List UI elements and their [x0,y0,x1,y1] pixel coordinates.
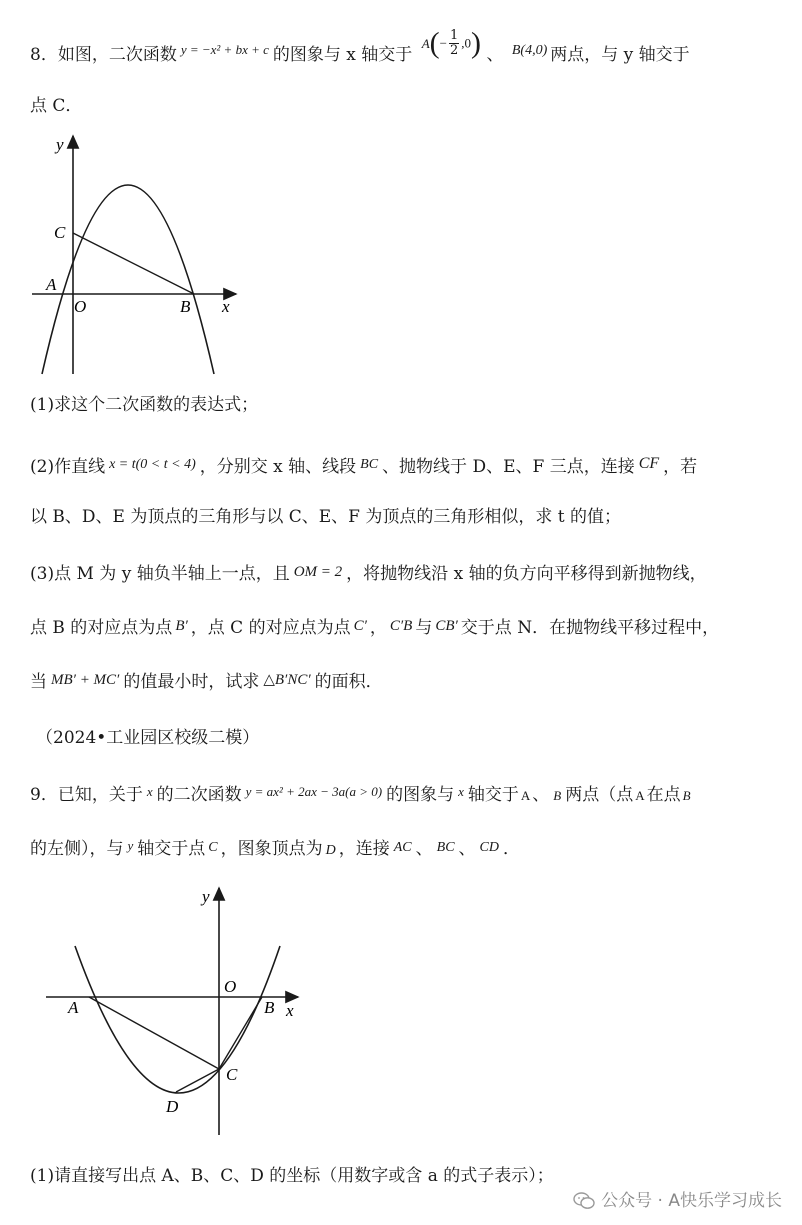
q8-point-b: B(4,0) [511,43,548,58]
q8-part-3-line-1: (3)点 M 为 y 轴负半轴上一点，且 OM = 2 ，将抛物线沿 x 轴的负方向平移得到新抛物线， [30,564,707,584]
q9-label-c: C [226,1065,238,1084]
q9-line-1: 9．已知，关于 $^x$ 的二次函数 $^{y = ax^2 + 2ax - 3a(a > 0)}$ 的图象与 $^x$ 轴交于 A 、 B 两点（点 A 在点 B [30,784,691,805]
q8-label-y: y [56,135,64,154]
q9-label-a: A [68,998,79,1017]
q9-label-b: B [264,998,275,1017]
q8-label-a: A [46,275,57,294]
watermark-text: 公众号 · A快乐学习成长 [601,1191,782,1211]
q8-function: y = −x² + bx + c [180,42,269,57]
q9-label-x: x [286,1001,294,1020]
q8-line-1: 8．如图，二次函数 $^{y = -x^2 + bx + c}$ 的图象与 x 轴交于 A(− $\frac{1}{2}$ ,0) 、 $^{B(4,0)}$ 两点，与 y 轴交于 [30,26,690,65]
q8-label-o: O [74,297,87,316]
wechat-icon [573,1192,595,1210]
watermark [573,1186,782,1211]
source-note: （2024•工业园区校级二模） [36,728,260,748]
q8-label-c: C [54,223,66,242]
q8-point-a: A(− $\frac{1}{2}$ ,0) [421,26,482,60]
q9-label-o: O [224,977,237,996]
q8-part-2-line-1: (2)作直线 $^{x = t(0 < t < 4)}$ ，分别交 x 轴、线段 $^{BC}$ 、抛物线于 D、E、F 三点，连接 CF ，若 [30,455,698,477]
q8-part-1: (1)求这个二次函数的表达式； [30,395,259,415]
q8-part-3-line-2: 点 B 的对应点为点 B′ ，点 C 的对应点为点 C′ ， C′B 与 CB′ 交于点 N．在抛物线平移过程中， [30,618,720,638]
q9-label-d: D [166,1097,179,1116]
q8-part-3-line-3: 当 MB′ + MC′ 的值最小时，试求 △B′NC′ 的面积． [30,672,383,692]
q9-part-1: (1)请直接写出点 A、B、C、D 的坐标（用数字或含 a 的式子表示）； [30,1166,554,1186]
q9-segment-bc [219,997,262,1069]
q9-graph [40,880,320,1140]
q9-label-y: y [202,887,210,906]
q9-segment-ac [89,997,219,1069]
q8-parabola [42,185,214,374]
q8-label-b: B [180,297,191,316]
q8-label-x: x [222,297,230,316]
q8-graph [20,128,250,378]
q9-line-2: 的左侧），与 $^y$ 轴交于点 C ，图象顶点为 D ，连接 AC 、 BC 、 CD ． [30,838,520,859]
q8-line-2: 点 C． [30,96,83,116]
q8-part-2-line-2: 以 B、D、E 为顶点的三角形与以 C、E、F 为顶点的三角形相似，求 t 的值； [30,507,621,527]
